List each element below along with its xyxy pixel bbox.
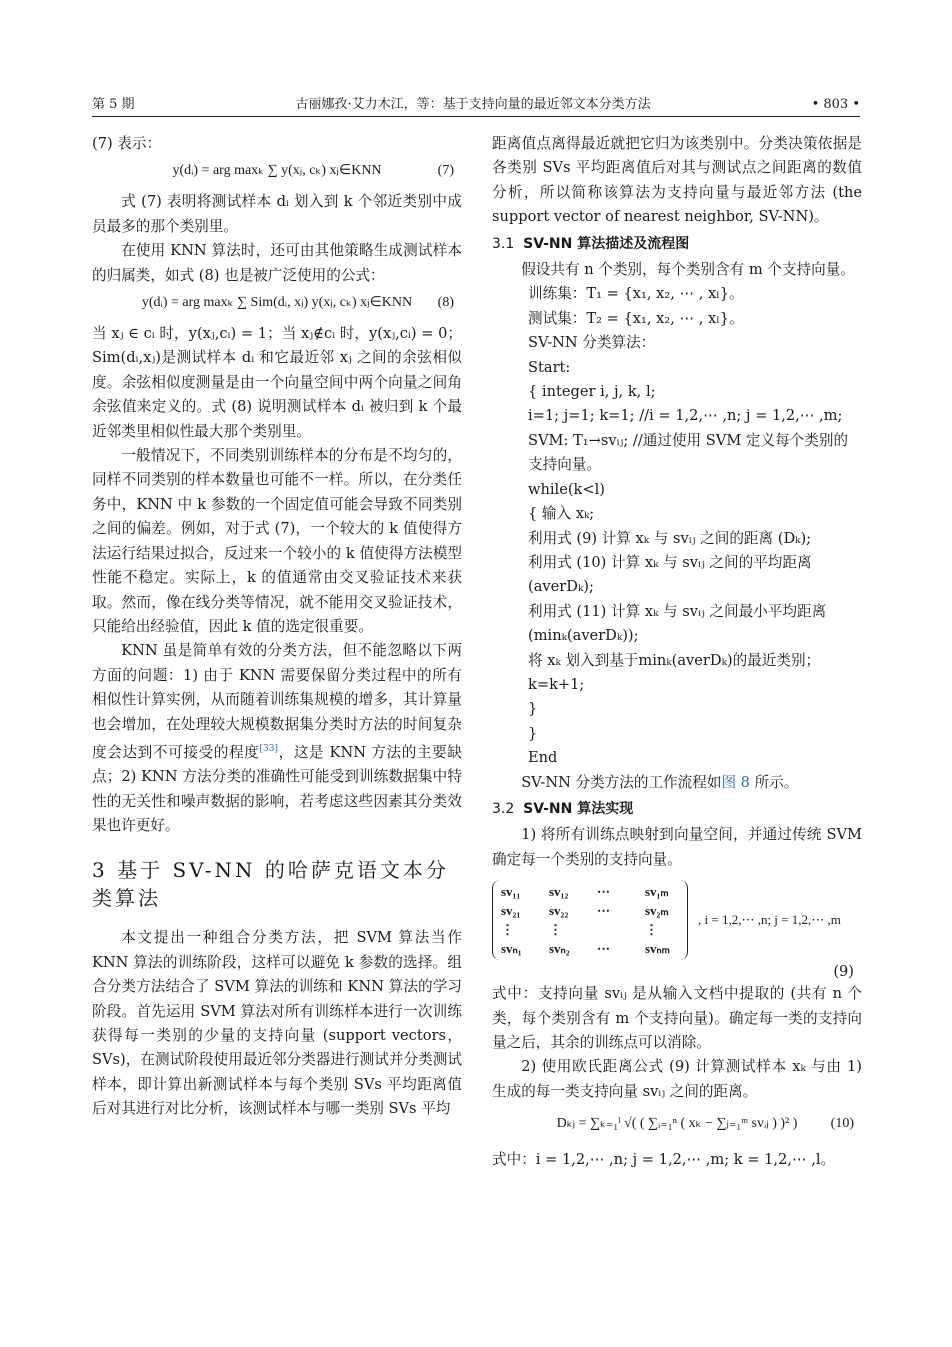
algorithm-line: SVM: T₁→svᵢⱼ; //通过使用 SVM 定义每个类别的支持向量。 (528, 431, 849, 474)
matrix-cell: ⋮ (501, 922, 514, 938)
algorithm-line: { integer i, j, k, l; (528, 383, 656, 401)
matrix-cell: svₙ₁ (501, 941, 522, 957)
equation-number: (8) (437, 295, 454, 311)
algorithm-line: } (528, 700, 538, 718)
subsection-number: 3.1 (492, 235, 515, 252)
algorithm-block (492, 282, 862, 770)
paragraph (492, 771, 862, 795)
matrix-cell: sv₂₁ (501, 903, 521, 919)
page-header (92, 88, 860, 117)
paragraph: 当 xⱼ ∈ cᵢ 时，y(xⱼ,cᵢ) = 1；当 xⱼ∉cᵢ 时，y(xⱼ,cᵢ) = 0；Sim(dᵢ,xⱼ)是测试样本 dᵢ 和它最近邻 xⱼ 之间的余弦相似度。余弦相似度测量是由一个向量空间中两个向量之间角余弦值来定义的。式 (8) 说明测试样本 dᵢ 被归到 k 个最近邻类里相似性最大那个类别里。 (92, 325, 462, 440)
matrix-row (501, 901, 679, 920)
equation-9-matrix (492, 880, 862, 960)
paragraph (92, 639, 462, 838)
matrix-cell: sv₂ₘ (645, 903, 669, 919)
subsection-heading (492, 797, 862, 821)
algorithm-line: End (528, 749, 558, 767)
algorithm-line: 将 xₖ 划入到基于minₖ(averDₖ)的最近类别； (528, 651, 821, 669)
equation-7 (92, 156, 462, 190)
paragraph: 假设共有 n 个类别，每个类别含有 m 个支持向量。 (521, 261, 855, 279)
matrix-cell: sv₂₂ (549, 903, 569, 919)
paragraph-text: 所示。 (749, 773, 799, 791)
equation-10 (492, 1104, 862, 1148)
matrix-cell: ⋯ (597, 941, 610, 957)
matrix-cell (597, 920, 631, 939)
matrix-cell: sv₁ₘ (645, 884, 669, 900)
matrix-cell: sv₁₁ (501, 884, 521, 900)
algorithm-line: } (528, 724, 538, 742)
running-title: 古丽娜孜·艾力木江，等：基于支持向量的最近邻文本分类方法 (295, 97, 651, 112)
matrix-row (501, 920, 679, 939)
paragraph: 2) 使用欧氏距离公式 (9) 计算测试样本 xₖ 与由 1) 生成的每一类支持向量 svᵢⱼ 之间的距离。 (492, 1058, 862, 1100)
equation-number: (10) (830, 1116, 854, 1132)
paragraph: 一般情况下，不同类别训练样本的分布是不均匀的，同样不同类别的样本数量也可能不一样。所以，在分类任务中，KNN 中 k 参数的一个固定值可能会导致不同类别之间的偏差。例如，对于式 (7)，一个较大的 k 值使得方法运行结果过拟合，反过来一个较小的 k 值使得方法模型性能不稳定。实际上，k 的值通常由交叉验证技术来获取。然而，像在线分类等情况，就不能用交叉验证技术，只能给出经验值，因此 k 值的选定很重要。 (92, 447, 462, 635)
algorithm-line: 利用式 (11) 计算 xₖ 与 svᵢⱼ 之间最小平均距离 (minₖ(averDₖ)); (528, 602, 827, 645)
algorithm-line: 训练集：T₁ = {x₁, x₂, ⋯ , xₗ}。 (528, 285, 744, 303)
equation-8 (92, 288, 462, 322)
paragraph: 1) 将所有训练点映射到向量空间，并通过传统 SVM 确定每一个类别的支持向量。 (492, 826, 862, 868)
matrix-cell: svₙₘ (645, 941, 670, 957)
matrix-cell: svₙ₂ (549, 941, 570, 957)
algorithm-line: k=k+1; (528, 675, 585, 693)
algorithm-line: { 输入 xₖ; (528, 505, 595, 523)
paragraph: (7) 表示： (92, 135, 162, 152)
algorithm-line: while(k<l) (528, 480, 605, 498)
paragraph: 式中：i = 1,2,⋯ ,n; j = 1,2,⋯ ,m; k = 1,2,⋯ ,l。 (492, 1151, 836, 1169)
subsection-heading (492, 232, 862, 256)
left-column (92, 132, 462, 1122)
matrix-cell: ⋯ (597, 903, 610, 919)
matrix-cell: ⋮ (549, 922, 562, 938)
subsection-title: SV-NN 算法描述及流程图 (523, 235, 690, 252)
matrix-body (492, 880, 688, 960)
algorithm-line: 利用式 (9) 计算 xₖ 与 svᵢⱼ 之间的距离 (Dₖ); (528, 529, 812, 547)
page-number: • 803 • (811, 97, 860, 112)
paragraph: 式中：支持向量 svᵢⱼ 是从输入文档中提取的 (共有 n 个类，每个类别含有 m 个支持向量)。确定每一类的支持向量之后，其余的训练点可以消除。 (492, 985, 862, 1051)
section-heading: 3 基于 SV-NN 的哈萨克语文本分类算法 (92, 858, 449, 911)
paragraph: 本文提出一种组合分类方法，把 SVM 算法当作 KNN 算法的训练阶段，这样可以避免 k 参数的选择。组合分类方法结合了 SVM 算法的训练和 KNN 算法的学习阶段。首先运用 SVM 算法对所有训练样本进行一次训练获得每一类别的少量的支持向量 (support vectors，SVs)，在测试阶段使用最近邻分类器进行测试并分类测试样本，即计算出新测试样本与每个类别 SVs 平均距离值后对其进行对比分析，该测试样本与哪一类别 SVs 平均 (92, 929, 462, 1118)
paragraph: 式 (7) 表明将测试样本 dᵢ 划入到 k 个邻近类别中成员最多的那个类别里。 (92, 193, 462, 235)
equation-number: (9) (833, 963, 854, 981)
matrix-cell: sv₁₂ (549, 884, 569, 900)
figure-link[interactable]: 图 8 (721, 773, 750, 791)
paragraph: 距离值点离得最近就把它归为该类别中。分类决策依据是各类别 SVs 平均距离值后对其与测试点之间距离的数值分析，所以简称该算法为支持向量与最近邻方法 (the support vector of nearest neighbor, SV-NN)。 (492, 135, 862, 226)
paragraph-text: KNN 虽是简单有效的分类方法，但不能忽略以下两方面的问题：1) 由于 KNN 需要保留分类过程中的所有相似性计算实例，从而随着训练集规模的增多，其计算量也会增加，在处理较大规模数据集分类时方法的时间复杂度会达到不可接受的程度 (92, 642, 462, 761)
paragraph-text: ，这是 KNN 方法的主要缺点；2) KNN 方法分类的准确性可能受到训练数据集中特性的无关性和噪声数据的影响，若考虑这些因素其分类效果也许更好。 (92, 743, 462, 835)
equation-body: y(dᵢ) = arg maxₖ ∑ y(xⱼ, cₖ) xⱼ∈KNN (172, 163, 382, 179)
matrix-cell: ⋮ (645, 922, 658, 938)
algorithm-line: Start: (528, 358, 571, 376)
issue-label: 第 5 期 (92, 97, 135, 112)
subsection-number: 3.2 (492, 800, 515, 817)
algorithm-line: SV-NN 分类算法： (528, 334, 656, 352)
equation-number: (7) (437, 163, 454, 179)
right-column (492, 132, 862, 1173)
matrix-row (501, 939, 679, 958)
equation-body: Dₖⱼ = ∑ₖ₌₁ˡ √( ( ∑ᵢ₌₁ⁿ ( xₖ − ∑ⱼ₌₁ᵐ svᵢⱼ ) )² ) (556, 1116, 798, 1132)
matrix-index-range: , i = 1,2,⋯ ,n; j = 1,2,⋯ ,m (698, 911, 841, 927)
matrix-cell: ⋯ (597, 884, 610, 900)
subsection-title: SV-NN 算法实现 (523, 800, 634, 817)
algorithm-line: 利用式 (10) 计算 xₖ 与 svᵢⱼ 之间的平均距离 (averDₖ); (528, 553, 812, 596)
paragraph-text: SV-NN 分类方法的工作流程如 (521, 773, 722, 791)
citation-link[interactable]: [33] (259, 743, 278, 754)
equation-body: y(dᵢ) = arg maxₖ ∑ Sim(dᵢ, xⱼ) y(xⱼ, cₖ) xⱼ∈KNN (141, 295, 413, 311)
matrix-row (501, 882, 679, 901)
algorithm-line: i=1; j=1; k=1; //i = 1,2,⋯ ,n; j = 1,2,⋯ ,m; (528, 407, 843, 425)
algorithm-line: 测试集：T₂ = {x₁, x₂, ⋯ , xₗ}。 (528, 309, 744, 327)
paragraph: 在使用 KNN 算法时，还可由其他策略生成测试样本的归属类，如式 (8) 也是被广泛使用的公式： (92, 242, 462, 284)
